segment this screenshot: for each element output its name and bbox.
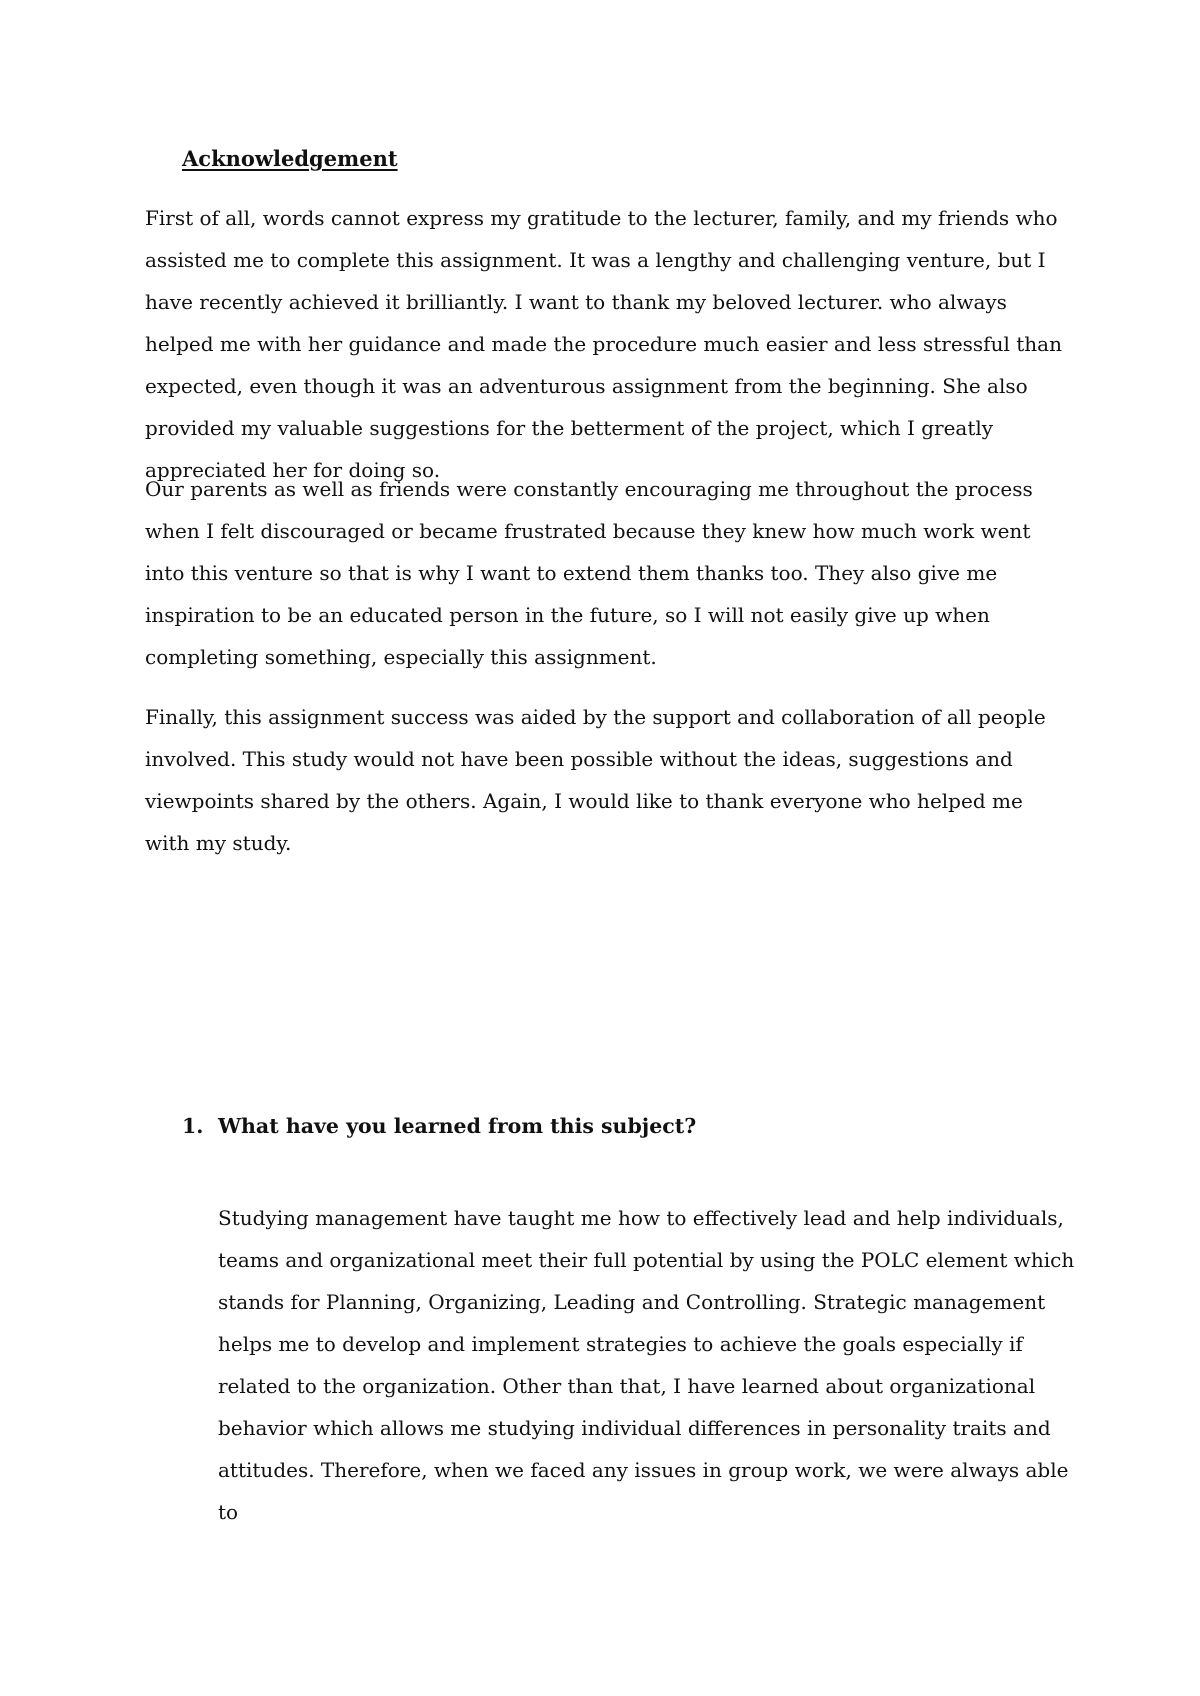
acknowledgement-heading: Acknowledgement <box>182 146 398 171</box>
question-answer: Studying management have taught me how to effectively lead and help individuals, teams and organizational meet their full potential by using the POLC element which stands for Planning, Organizing, Leading and Controlling. Strategic management helps me to develop and implement strategies to achieve the goals especially if related to the organization. Other than that, I have learned about organizational behavior which allows me studying individual differences in personality traits and attitudes. Therefore, when we faced any issues in group work, we were always able to <box>218 1206 1075 1524</box>
question-number: 1. <box>182 1114 204 1138</box>
acknowledgement-paragraph-3: Finally, this assignment success was aided by the support and collaboration of all people involved. This study would not have been possible without the ideas, suggestions and viewpoints shared by the others. Again, I would like to thank everyone who helped me with my study. <box>145 705 1046 855</box>
question-heading <box>182 1114 696 1138</box>
question-text: What have you learned from this subject? <box>218 1114 697 1138</box>
acknowledgement-paragraph-1: First of all, words cannot express my gratitude to the lecturer, family, and my friends who assisted me to complete this assignment. It was a lengthy and challenging venture, but I have recently achieved it brilliantly. I want to thank my beloved lecturer. who always helped me with her guidance and made the procedure much easier and less stressful than expected, even though it was an adventurous assignment from the beginning. She also provided my valuable suggestions for the betterment of the project, which I greatly appreciated her for doing so. <box>145 206 1062 482</box>
acknowledgement-paragraph-2: Our parents as well as friends were constantly encouraging me throughout the process when I felt discouraged or became frustrated because they knew how much work went into this venture so that is why I want to extend them thanks too. They also give me inspiration to be an educated person in the future, so I will not easily give up when completing something, especially this assignment. <box>145 477 1033 669</box>
